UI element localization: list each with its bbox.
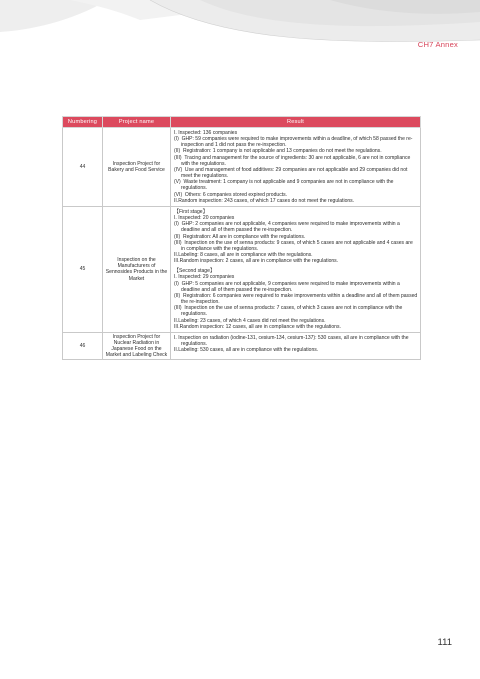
stage-heading: 【First stage】 (174, 208, 208, 215)
result-line: I. Inspected: 29 companies (174, 274, 235, 281)
result-line: I. Inspected: 136 companies (174, 130, 238, 136)
result-line: (II) Registration: All are in compliance with the regulations. (174, 233, 306, 240)
stage-heading: 【Second stage】 (174, 268, 215, 275)
page-number: 111 (437, 637, 452, 648)
result-line: II.Labeling: 530 cases, all are in compliance with the regulations. (174, 347, 319, 354)
column-header-project-name: Project name (103, 117, 171, 128)
table-row (63, 206, 421, 332)
column-header-result: Result (171, 117, 421, 128)
result-line: II.Random inspection: 243 cases, of which 17 cases do not meet the regulations. (174, 197, 355, 204)
row-number: 45 (63, 206, 103, 332)
row-number: 46 (63, 332, 103, 360)
table-header-row (63, 117, 421, 128)
result-line: (III) Tracing and management for the source of ingredients: 30 are not applicable, 6 are not in compliance with the regulations. (174, 154, 411, 167)
inspection-table (62, 116, 421, 360)
result-line: (I) GHP: 2 companies are not applicable, 4 companies were required to make improvements within a deadline and all of them passed the re-inspection. (174, 221, 400, 234)
corner-decoration (0, 0, 480, 80)
result-line: (II) Registration: 6 companies were required to make improvements within a deadline and all of them passed the re-inspection. (174, 292, 418, 306)
result-cell (171, 128, 421, 207)
row-number: 44 (63, 128, 103, 207)
result-line: (III) Inspection on the use of senna products: 9 cases, of which 5 cases are not applicable and 4 cases are in compliance with the regulations. (174, 239, 413, 252)
result-line: (V) Waste treatment: 1 company is not applicable and 9 companies are not in compliance with the regulations. (174, 179, 394, 192)
column-header-numbering: Numbering (63, 117, 103, 128)
result-line: (III) Inspection on the use of senna products: 7 cases, of which 3 cases are not in compliance with the regulations. (174, 305, 403, 318)
result-line: (VI) Others: 6 companies stored expired products. (174, 191, 288, 198)
result-line: (I) GHP: 5 companies are not applicable, 9 companies were required to make improvements within a deadline and all of them passed the re-inspection. (174, 280, 400, 293)
result-line: (I) GHP: 59 companies were required to make improvements within a deadline, of which 58 passed the re-inspection and 1 did not pass the re-inspection. (174, 136, 413, 149)
table-row (63, 332, 421, 360)
result-cell (171, 206, 421, 332)
result-line: (II) Registration: 1 company is not applicable and 13 companies do not meet the regulations. (174, 148, 382, 155)
result-line: III.Random inspection: 2 cases, all are in compliance with the regulations. (174, 258, 339, 265)
project-name: Inspection on the Manufacturers of Sennosides Products in the Market (103, 206, 171, 332)
result-line: (IV) Use and management of food additives: 29 companies are not applicable and 29 companies did not meet the regulations. (174, 166, 408, 180)
table-row (63, 128, 421, 207)
second-stage-block (174, 268, 418, 330)
result-line: I. Inspected: 20 companies (174, 215, 235, 222)
result-line: II.Labeling: 8 cases, all are in compliance with the regulations. (174, 251, 313, 258)
project-name: Inspection Project for Bakery and Food Service (103, 128, 171, 207)
first-stage-block (174, 209, 418, 264)
result-cell (171, 332, 421, 360)
project-name: Inspection Project for Nuclear Radiation in Japanese Food on the Market and Labeling Check (103, 332, 171, 360)
result-line: II.Labeling: 23 cases, of which 4 cases did not meet the regulations. (174, 317, 326, 324)
result-line: III.Random inspection: 12 cases, all are in compliance with the regulations. (174, 323, 341, 330)
result-line: I. Inspection on radiation (iodine-131, cesium-134, cesium-137): 530 cases, all are in compliance with the regulations. (174, 334, 409, 347)
annex-label: CH7 Annex (417, 40, 458, 49)
